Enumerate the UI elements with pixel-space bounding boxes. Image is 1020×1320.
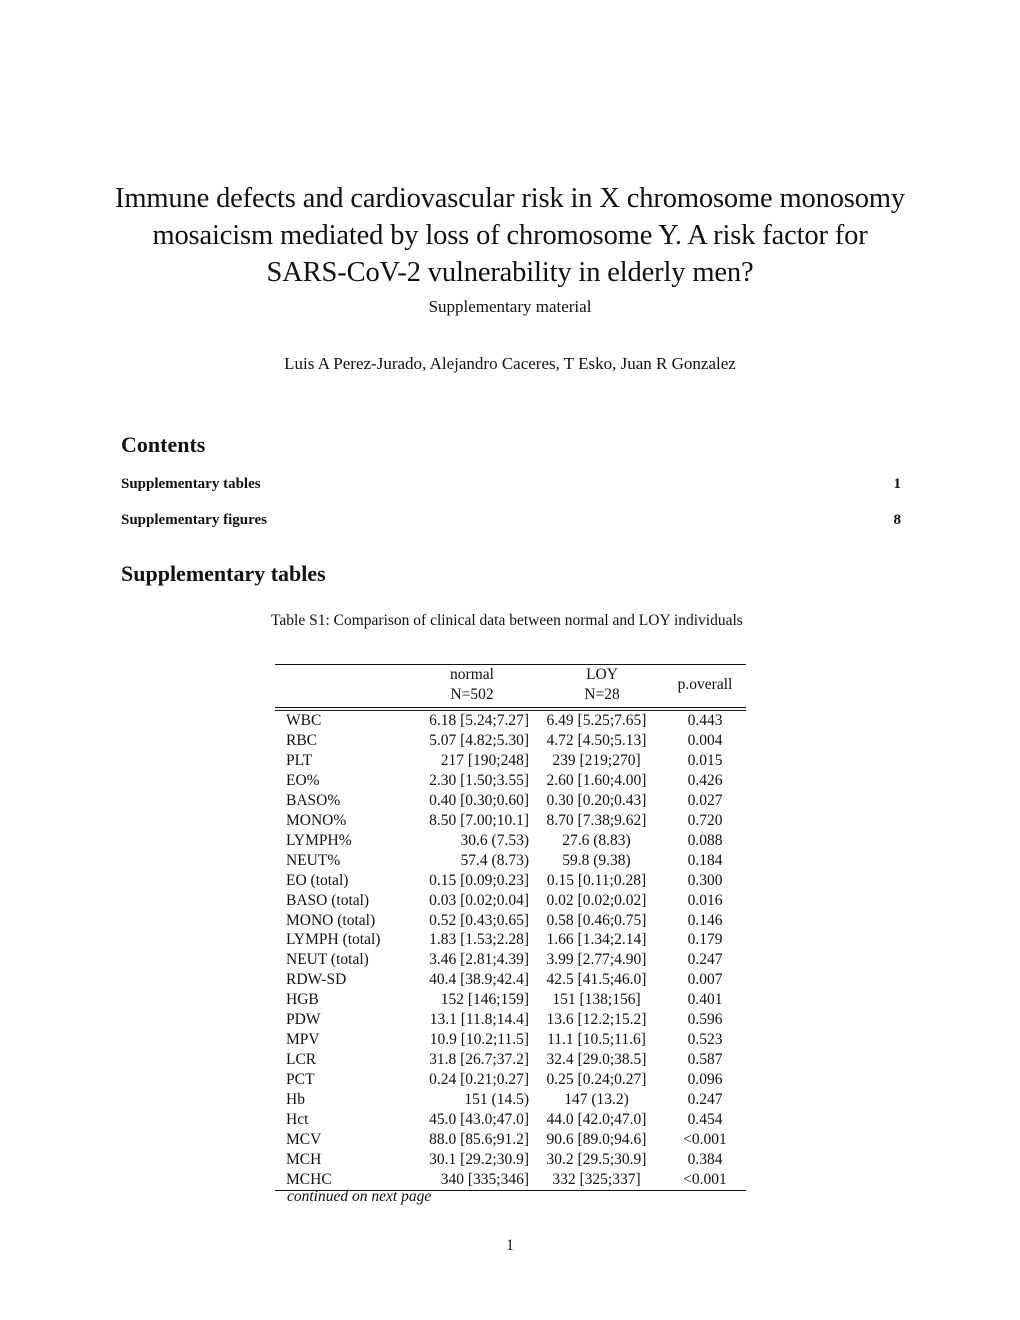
variable-name: BASO% [286,791,341,809]
table-row [275,711,746,731]
paper-title: Immune defects and cardiovascular risk in X chromosome monosomy mosaicism mediated by loss of chromosome Y. A risk factor for SARS-CoV-2 vulnerability in elderly men? [115,183,905,288]
toc-entry-label[interactable]: Supplementary tables [121,476,261,492]
normal-value: 152 [146;159] [440,991,529,1009]
variable-name: RBC [286,731,318,749]
p-value: 0.426 [687,771,723,789]
loy-value: 27.6 (8.83) [562,831,631,849]
toc-entry-page[interactable]: 8 [893,512,901,528]
table-row [275,831,746,851]
table-row [275,771,746,791]
author-list: Luis A Perez-Jurado, Alejandro Caceres, T Esko, Juan R Gonzalez [284,354,736,373]
normal-value: 31.8 [26.7;37.2] [429,1051,529,1069]
table-row [275,1150,746,1170]
p-value: 0.300 [687,871,723,889]
loy-value: 6.49 [5.25;7.65] [546,712,647,729]
normal-value: 8.50 [7.00;10.1] [429,811,529,829]
table-row [275,751,746,771]
header-normal [407,665,537,705]
table-row [275,851,746,871]
table-row [275,871,746,891]
loy-value: 0.58 [0.46;0.75] [546,911,647,929]
table-row [275,1050,746,1070]
normal-value: 88.0 [85.6;91.2] [429,1131,529,1149]
normal-value: 0.15 [0.09;0.23] [429,871,529,889]
normal-value: 57.4 (8.73) [460,851,529,869]
header-normal-n: N=502 [450,686,494,703]
table-body [275,711,746,1190]
header-normal-label: normal [450,666,494,683]
table-row [275,950,746,970]
variable-name: LYMPH% [286,831,352,849]
normal-value: 0.40 [0.30;0.60] [429,791,529,809]
variable-name: Hb [286,1091,305,1109]
loy-value: 4.72 [4.50;5.13] [546,731,647,749]
p-value: 0.587 [687,1051,723,1069]
loy-value: 0.30 [0.20;0.43] [546,791,647,809]
variable-name: MCH [286,1150,322,1168]
variable-name: MCV [286,1131,322,1149]
loy-value: 332 [325;337] [552,1170,641,1188]
p-value: 0.247 [687,1091,723,1109]
variable-name: MPV [286,1031,320,1049]
variable-name: WBC [286,712,322,729]
p-value: 0.179 [687,931,723,949]
table-row [275,791,746,811]
table-row [275,990,746,1010]
p-value: 0.596 [687,1011,723,1029]
normal-value: 217 [190;248] [440,751,529,769]
table-row [275,1130,746,1150]
normal-value: 0.03 [0.02;0.04] [429,891,529,909]
loy-value: 151 [138;156] [552,991,641,1009]
p-value: 0.146 [687,911,723,929]
variable-name: MCHC [286,1170,332,1188]
table-row [275,1030,746,1050]
table-header [275,665,746,705]
loy-value: 239 [219;270] [552,751,641,769]
toc-entry-label[interactable]: Supplementary figures [121,512,267,528]
normal-value: 30.1 [29.2;30.9] [429,1150,529,1168]
normal-value: 45.0 [43.0;47.0] [429,1111,529,1129]
table-row [275,911,746,931]
normal-value: 3.46 [2.81;4.39] [429,951,529,969]
p-value: 0.184 [687,851,723,869]
loy-value: 44.0 [42.0;47.0] [546,1111,647,1129]
header-loy [537,665,667,705]
p-value: 0.096 [687,1071,723,1089]
section-heading: Supplementary tables [121,561,326,586]
variable-name: NEUT% [286,851,341,869]
variable-name: NEUT (total) [286,951,369,969]
table-row [275,930,746,950]
variable-name: BASO (total) [286,891,370,909]
page-number: 1 [506,1237,514,1254]
loy-value: 0.15 [0.11;0.28] [546,871,647,889]
variable-name: EO (total) [286,871,349,889]
loy-value: 42.5 [41.5;46.0] [546,971,647,989]
variable-name: PCT [286,1071,315,1089]
variable-name: EO% [286,771,320,789]
table-row [275,811,746,831]
variable-name: Hct [286,1111,309,1129]
p-value: 0.247 [687,951,723,969]
variable-name: MONO% [286,811,347,829]
normal-value: 0.52 [0.43;0.65] [429,911,529,929]
table-row [275,731,746,751]
loy-value: 1.66 [1.34;2.14] [546,931,647,949]
table-caption: Table S1: Comparison of clinical data between normal and LOY individuals [271,612,743,629]
normal-value: 1.83 [1.53;2.28] [429,931,529,949]
loy-value: 3.99 [2.77;4.90] [546,951,647,969]
loy-value: 0.25 [0.24;0.27] [546,1071,647,1089]
normal-value: 10.9 [10.2;11.5] [429,1031,529,1049]
variable-name: RDW-SD [286,971,347,989]
toc-entry-page[interactable]: 1 [893,476,901,492]
p-value: 0.454 [687,1111,723,1129]
p-value: 0.401 [687,991,723,1009]
loy-value: 8.70 [7.38;9.62] [546,811,647,829]
variable-name: LCR [286,1051,317,1069]
paper-subtitle: Supplementary material [428,297,592,316]
contents-heading: Contents [121,432,206,457]
variable-name: LYMPH (total) [286,931,381,949]
table-row [275,1090,746,1110]
loy-value: 11.1 [10.5;11.6] [547,1031,646,1049]
table-row [275,970,746,990]
p-value: 0.016 [687,891,723,909]
p-value: 0.004 [687,731,723,749]
normal-value: 13.1 [11.8;14.4] [429,1011,529,1029]
table-row [275,1070,746,1090]
normal-value: 2.30 [1.50;3.55] [429,771,529,789]
continued-note: continued on next page [287,1188,432,1205]
variable-name: PLT [286,751,313,769]
normal-value: 0.24 [0.21;0.27] [429,1071,529,1089]
p-value: 0.523 [687,1031,723,1049]
p-value: 0.007 [687,971,723,989]
table-row [275,1110,746,1130]
p-value: 0.015 [687,751,723,769]
loy-value: 2.60 [1.60;4.00] [546,771,647,789]
normal-value: 40.4 [38.9;42.4] [429,971,529,989]
p-value: 0.027 [687,791,723,809]
variable-name: PDW [286,1011,321,1029]
p-value: <0.001 [683,1131,727,1149]
loy-value: 90.6 [89.0;94.6] [546,1131,647,1149]
toc-entry[interactable] [121,510,901,530]
normal-value: 6.18 [5.24;7.27] [429,712,529,729]
loy-value: 0.02 [0.02;0.02] [546,891,647,909]
header-loy-n: N=28 [584,686,620,703]
variable-name: HGB [286,991,319,1009]
table-row [275,1010,746,1030]
normal-value: 151 (14.5) [464,1091,529,1109]
variable-name: MONO (total) [286,911,376,929]
p-value: <0.001 [683,1170,727,1188]
loy-value: 32.4 [29.0;38.5] [546,1051,647,1069]
header-p-overall: p.overall [677,676,733,693]
loy-value: 30.2 [29.5;30.9] [546,1150,647,1168]
toc-entry[interactable] [121,474,901,494]
p-value: 0.720 [687,811,723,829]
p-value: 0.088 [687,831,723,849]
loy-value: 13.6 [12.2;15.2] [546,1011,647,1029]
loy-value: 59.8 (9.38) [562,851,631,869]
clinical-data-table [275,664,746,1191]
normal-value: 340 [335;346] [440,1170,529,1188]
normal-value: 30.6 (7.53) [460,831,529,849]
header-loy-label: LOY [586,666,618,683]
normal-value: 5.07 [4.82;5.30] [429,731,529,749]
table-row [275,891,746,911]
p-value: 0.384 [687,1150,723,1168]
p-value: 0.443 [687,712,723,729]
loy-value: 147 (13.2) [564,1091,629,1109]
